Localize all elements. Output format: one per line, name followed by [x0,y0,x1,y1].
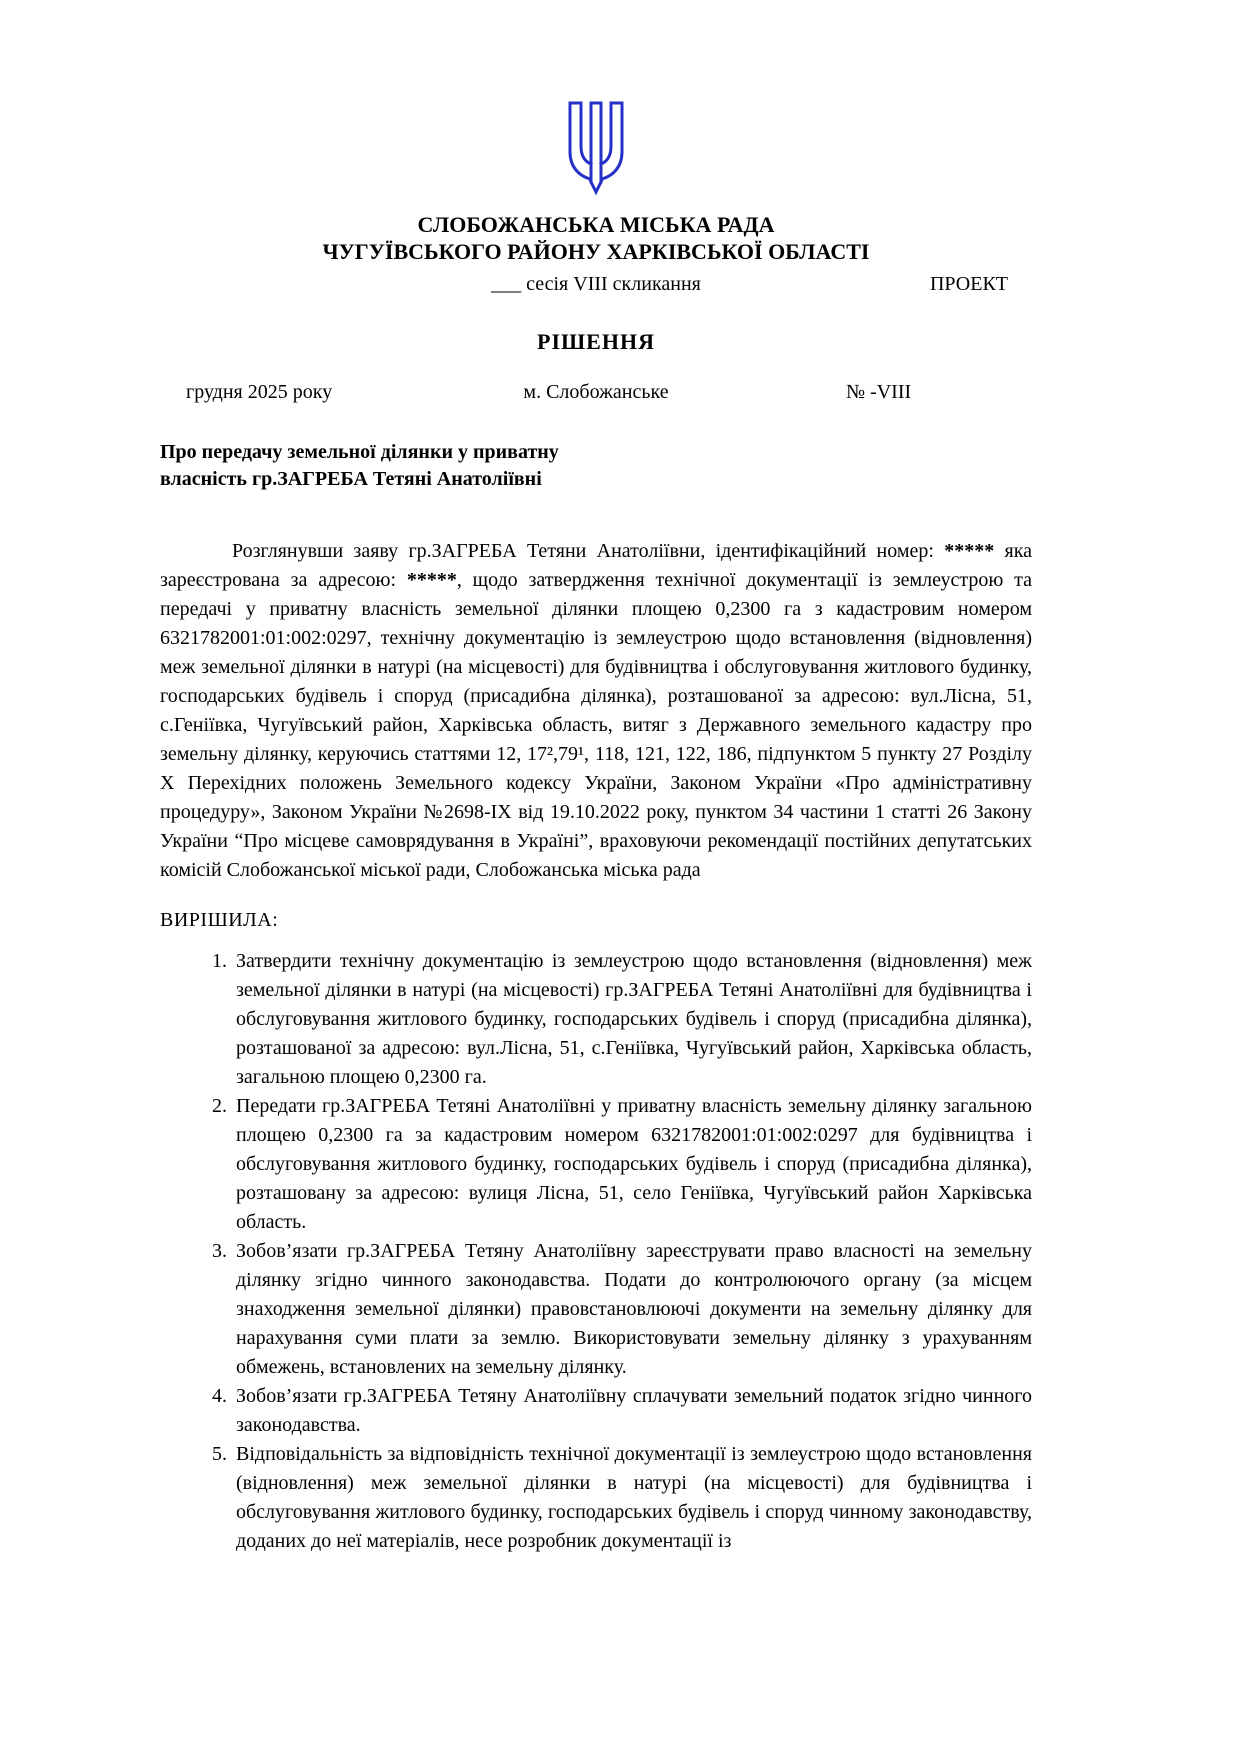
date-row [160,381,1032,409]
decision-item-3: 3. Зобов’язати гр.ЗАГРЕБА Тетяну Анатоліївну зареєструвати право власності на земельну ділянку згідно чинного законодавства. Подати до контролюючого органу (за місцем знаходження земельної ділянки) правовстановлюючі документи на земельну ділянку для нарахування суми плати за землю. Використовувати земельну ділянку з урахуванням обмежень, встановлених на земельну ділянку. [232,1237,1032,1382]
org-name-line1: СЛОБОЖАНСЬКА МІСЬКА РАДА [417,212,775,237]
subject-line-1: Про передачу земельної ділянки у приватну [160,441,559,463]
tryzub-emblem [563,100,629,196]
document-place: м. Слобожанське [523,381,669,403]
decision-item-4: 4. Зобов’язати гр.ЗАГРЕБА Тетяну Анатоліївну сплачувати земельний податок згідно чинного законодавства. [232,1382,1032,1440]
decision-list [160,947,1032,1556]
decision-label: ВИРІШИЛА: [160,909,279,931]
document-type-title: РІШЕННЯ [537,329,655,354]
subject-line-2: власність гр.ЗАГРЕБА Тетяні Анатоліївні [160,468,542,490]
document-date: грудня 2025 року [186,381,333,403]
document-number: № -VIII [846,381,912,403]
subject-block [160,439,1032,493]
preamble-paragraph: Розглянувши заяву гр.ЗАГРЕБА Тетяни Анатоліївни, ідентифікаційний номер: ***** яка зареєстрована за адресою: *****, щодо затвердження технічної документації із землеустрою та передачі у приватну власність земельної ділянки площею 0,2300 га з кадастровим номером 6321782001:01:002:0297, технічну документацію із землеустрою щодо встановлення (відновлення) меж земельної ділянки в натурі (на місцевості) для будівництва і обслуговування житлового будинку, господарських будівель і споруд (присадибна ділянка), розташованої за адресою: вул.Лісна, 51, с.Геніївка, Чугуївський район, Харківська область, витяг з Державного земельного кадастру про земельну ділянку, керуючись статтями 12, 17²,79¹, 118, 121, 122, 186, підпунктом 5 пункту 27 Розділу X Перехідних положень Земельного кодексу України, Законом України «Про адміністративну процедуру», Законом України №2698-ІХ від 19.10.2022 року, пунктом 34 частини 1 статті 26 Закону України “Про місцеве самоврядування в Україні”, враховуючи рекомендації постійних депутатських комісій Слобожанської міської ради, Слобожанська міська рада [160,540,1032,881]
project-label: ПРОЕКТ [929,273,1008,295]
session-row [160,271,1032,297]
session-line: ___ сесія VIII скликання [491,273,701,295]
emblem-wrap [160,100,1032,201]
decision-item-5: 5. Відповідальність за відповідність технічної документації із землеустрою щодо встановлення (відновлення) меж земельної ділянки в натурі (на місцевості) для будівництва і обслуговування житлового будинку, господарських будівель і споруд чинному законодавству, доданих до неї матеріалів, несе розробник документації із [232,1440,1032,1556]
org-name-line2: ЧУГУЇВСЬКОГО РАЙОНУ ХАРКІВСЬКОЇ ОБЛАСТІ [322,239,870,264]
decision-item-1: 1. Затвердити технічну документацію із землеустрою щодо встановлення (відновлення) меж земельної ділянки в натурі (на місцевості) гр.ЗАГРЕБА Тетяні Анатоліївні для будівництва і обслуговування житлового будинку, господарських будівель і споруд (присадибна ділянка), розташованої за адресою: вул.Лісна, 51, с.Геніївка, Чугуївський район, Харківська область, загальною площею 0,2300 га. [232,947,1032,1092]
decision-item-2: 2. Передати гр.ЗАГРЕБА Тетяні Анатоліївні у приватну власність земельну ділянку загальною площею 0,2300 га за кадастровим номером 6321782001:01:002:0297 для будівництва і обслуговування житлового будинку, господарських будівель і споруд (присадибна ділянка), розташовану за адресою: вулиця Лісна, 51, село Геніївка, Чугуївський район Харківська область. [232,1092,1032,1237]
